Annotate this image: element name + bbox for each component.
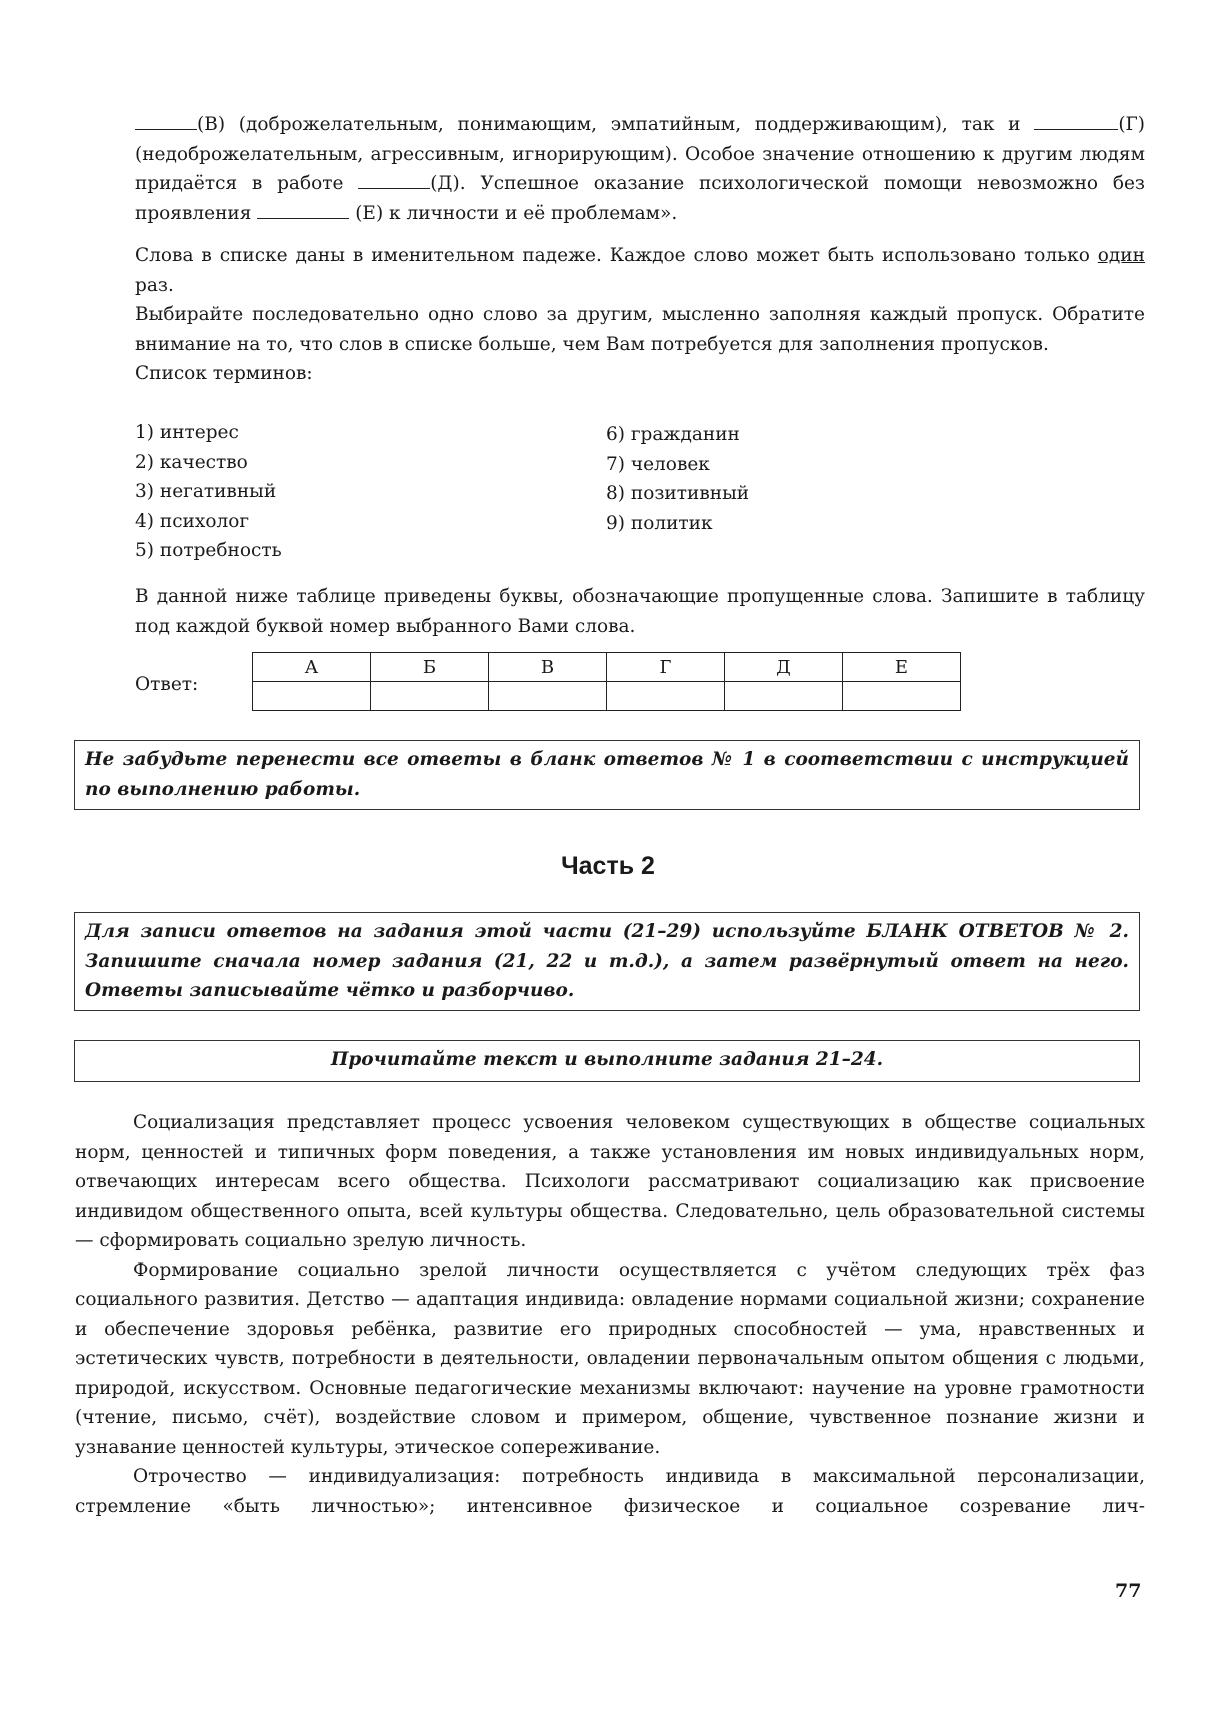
answer-header: Б [371,653,489,682]
answer-header: Д [725,653,843,682]
answer-cell[interactable] [371,682,489,711]
instruction-1 [135,241,1145,300]
intro-text-g: (Г) (недоброжелательным, агрессивным, игнорирующим). Особое значение отношению к другим людям придаётся в работе [135,114,1145,194]
term-item: 2) качество [135,451,248,473]
instruction-1a: Слова в списке даны в именительном падеже. Каждое слово может быть использовано только [135,245,1090,266]
table-instruction: В данной ниже таблице приведены буквы, обозначающие пропущенные слова. Запишите в таблицу под каждой буквой номер выбранного Вами слова. [135,586,1145,637]
answer-cell[interactable] [843,682,961,711]
answer-cell[interactable] [253,682,371,711]
term-item: 7) человек [606,453,710,475]
instructions [135,241,1145,389]
list-title: Список терминов: [135,363,313,384]
answer-cell[interactable] [607,682,725,711]
instruction-1u: один [1097,245,1145,266]
blank-g [1034,111,1118,130]
instruction-1b: раз. [135,274,174,296]
reminder-box: Не забудьте перенести все ответы в бланк ответов № 1 в соответствии с инструкцией по выполнению работы. [74,740,1140,810]
text-paragraph: Социализация представляет процесс усвоения человеком существующих в обществе социальных норм, ценностей и типичных форм поведения, а также установления им новых индивидуальных норм, отвечающих интересам всего общества. Психологи рассматривают социализацию как присвоение индивидом общественного опыта, всей культуры общества. Следовательно, цель образовательной системы — сформировать социально зрелую личность. [75,1112,1145,1251]
answer-header: В [489,653,607,682]
blank-v [135,111,197,130]
answer-header: Е [843,653,961,682]
blank-e [257,200,349,219]
text-paragraph: Формирование социально зрелой личности осуществляется с учётом следующих трёх фаз социального развития. Детство — адаптация индивида: овладение нормами социальной жизни; сохранение и обеспечение здоровья ребёнка, развитие его природных способностей — ума, нравственных и эстетических чувств, потребности в деятельности, овладении первоначальным опытом общения с людьми, природой, искусством. Основные педагогические механизмы включают: научение на уровне грамотности (чтение, письмо, счёт), воздействие словом и примером, общение, чувственное познание жизни и узнавание ценностей культуры, этическое сопереживание. [75,1259,1145,1458]
text-paragraph: Отрочество — индивидуализация: потребность индивида в максимальной персонализации, стремление «быть личностью»; интенсивное физическое и социальное созревание лич- [75,1466,1145,1517]
instruction-2: Выбирайте последовательно одно слово за другим, мысленно заполняя каждый пропуск. Обратите внимание на то, что слов в списке больше, чем Вам потребуется для заполнения пропусков. [135,304,1145,355]
answer-header: А [253,653,371,682]
intro-text-d: (Д). Успешное оказание психологической помощи невозможно без проявления [135,173,1145,224]
answer-label: Ответ: [135,674,199,695]
intro-text-e: (Е) к личности и её проблемам». [355,202,678,224]
answer-cell[interactable] [489,682,607,711]
term-item: 8) позитивный [606,483,750,504]
intro-text-v: (В) (доброжелательным, понимающим, эмпатийным, поддерживающим), так и [197,114,1021,135]
terms-left [135,418,282,566]
term-item: 1) интерес [135,422,239,443]
term-item: 9) политик [606,512,713,534]
answer-cell[interactable] [725,682,843,711]
task-box: Прочитайте текст и выполните задания 21–24. [74,1040,1140,1082]
answer-table [252,652,961,711]
term-item: 6) гражданин [606,424,740,445]
part2-instruction-box: Для записи ответов на задания этой части (21–29) используйте БЛАНК ОТВЕТОВ № 2. Запишите сначала номер задания (21, 22 и т.д.), а затем развёрнутый ответ на него. Ответы записывайте чётко и разборчиво. [74,912,1140,1011]
answer-header: Г [607,653,725,682]
term-item: 4) психолог [135,510,250,532]
page-number: 77 [1115,1580,1142,1602]
terms-right [606,420,749,538]
term-item: 5) потребность [135,540,282,561]
intro-paragraph [135,110,1145,228]
reading-text [75,1108,1145,1521]
blank-d [358,170,430,189]
term-item: 3) негативный [135,481,277,502]
part-title: Часть 2 [561,852,655,880]
